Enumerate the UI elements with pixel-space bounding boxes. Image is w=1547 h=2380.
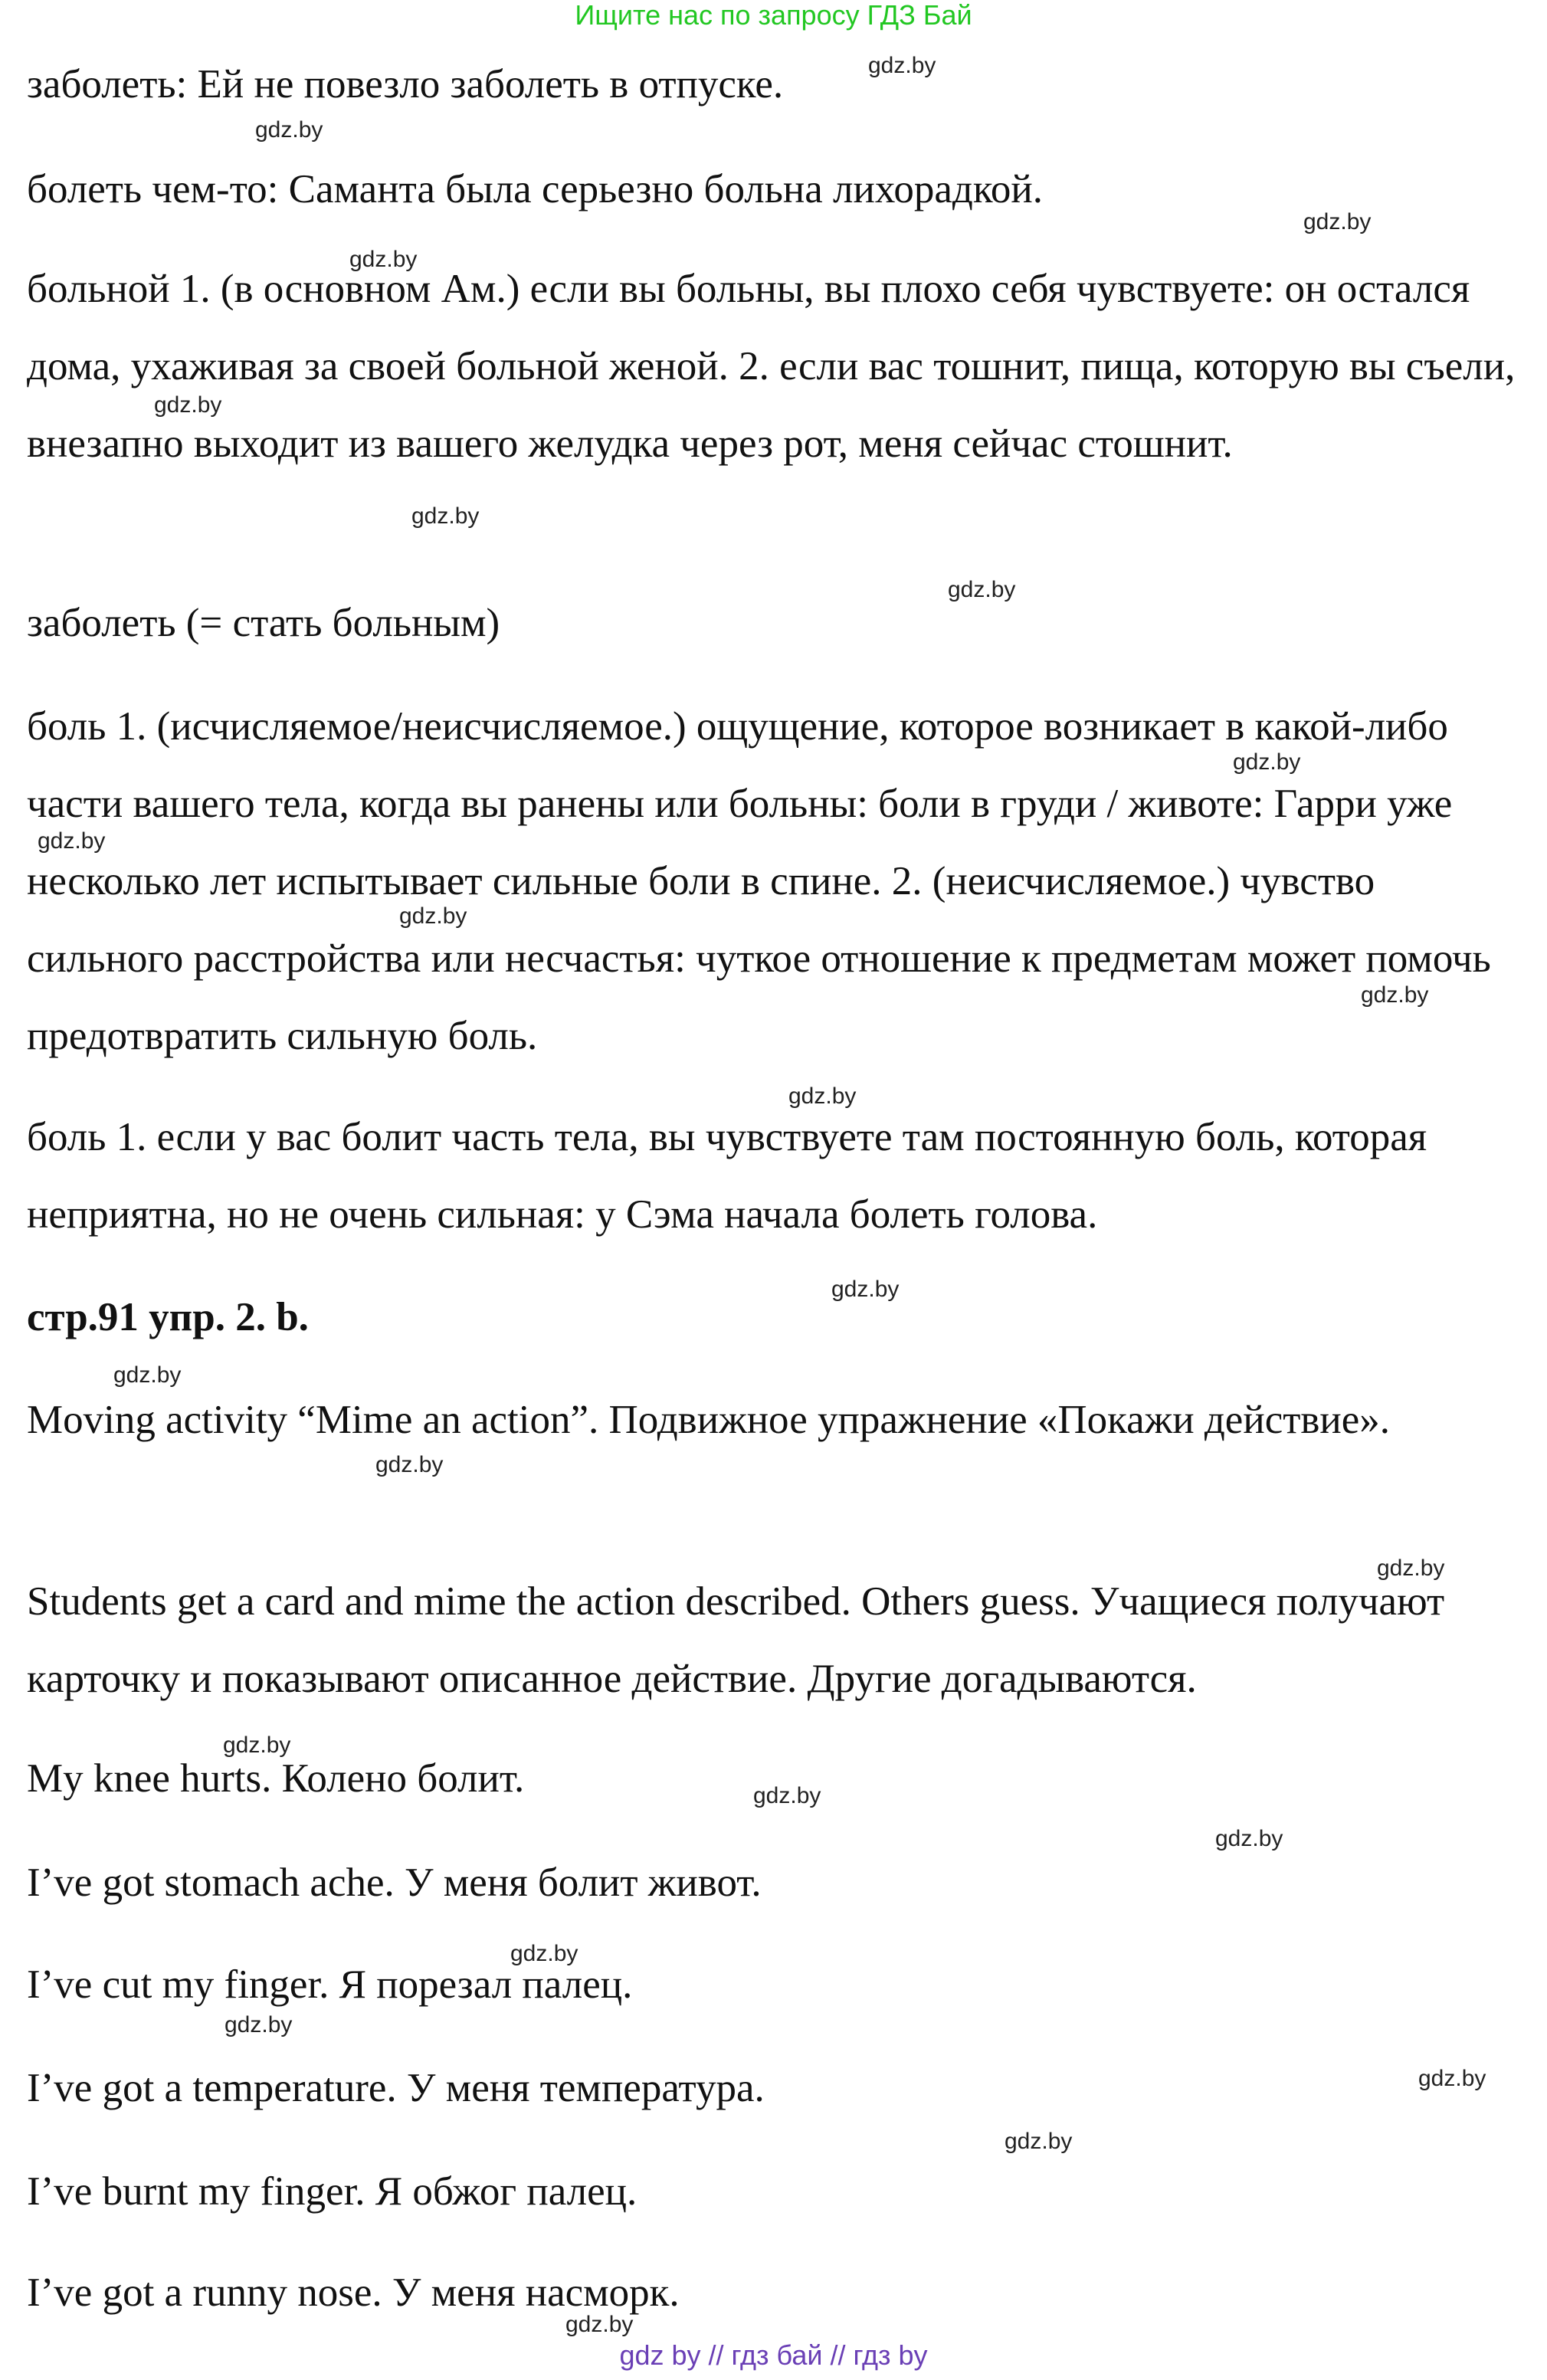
watermark-text: gdz.by [565, 2312, 634, 2337]
watermark-text: gdz.by [1005, 2129, 1073, 2154]
paragraph-bolet-chem-to: болеть чем-то: Саманта была серьезно больна лихорадкой. [27, 167, 1044, 211]
phrase-cut-finger: I’ve cut my finger. Я порезал палец. [27, 1962, 633, 2007]
paragraph-moving-activity: Moving activity “Mime an action”. Подвижное упражнение «Покажи действие». [27, 1398, 1391, 1442]
paragraph-students-card: Students get a card and mime the action described. Others guess. Учащиеся получают карточку и показывают описанное действие. Другие догадываются. [27, 1579, 1445, 1701]
phrase-stomach-ache: I’ve got stomach ache. У меня болит живот. [27, 1860, 762, 1905]
watermark-text: gdz.by [1377, 1556, 1445, 1581]
watermark-text: gdz.by [1303, 209, 1372, 234]
watermark-text: gdz.by [1418, 2066, 1486, 2091]
watermark-text: gdz.by [38, 828, 106, 854]
watermark-text: gdz.by [788, 1083, 857, 1109]
paragraph-zabolet: заболеть: Ей не повезло заболеть в отпуске. [27, 62, 784, 107]
watermark-text: gdz.by [411, 503, 480, 529]
watermark-text: gdz.by [753, 1783, 821, 1808]
watermark-text: gdz.by [349, 247, 418, 272]
watermark-text: gdz.by [375, 1452, 444, 1477]
watermark-text: gdz.by [1233, 749, 1301, 775]
site-footer-text: gdz by // гдз бай // гдз by [619, 2339, 928, 2371]
phrase-burnt-finger: I’ve burnt my finger. Я обжог палец. [27, 2169, 637, 2214]
watermark-text: gdz.by [399, 903, 467, 929]
watermark-text: gdz.by [223, 1733, 291, 1758]
watermark-text: gdz.by [255, 117, 323, 143]
site-header-text: Ищите нас по запросу ГДЗ Бай [575, 0, 972, 31]
watermark-text: gdz.by [113, 1362, 182, 1388]
watermark-text: gdz.by [831, 1277, 900, 1302]
watermark-text: gdz.by [1215, 1826, 1283, 1851]
paragraph-bol-1: боль 1. (исчисляемое/неисчисляемое.) ощущение, которое возникает в какой-либо части вашего тела, когда вы ранены или больны: боли в груди / животе: Гарри уже несколько лет испытывает сильные боли в спине. 2. (неисчисляемое.) чувство сильного расстройства или несчастья: чуткое отношение к предметам может помочь предотвратить сильную боль. [27, 704, 1491, 1058]
watermark-text: gdz.by [225, 2012, 293, 2037]
phrase-knee-hurts: My knee hurts. Колено болит. [27, 1756, 525, 1801]
watermark-text: gdz.by [868, 53, 936, 78]
section-heading: стр.91 упр. 2. b. [27, 1295, 309, 1339]
watermark-text: gdz.by [154, 392, 222, 418]
watermark-text: gdz.by [510, 1941, 578, 1966]
paragraph-bol-2: боль 1. если у вас болит часть тела, вы чувствуете там постоянную боль, которая неприятна, но не очень сильная: у Сэма начала болеть голова. [27, 1115, 1427, 1237]
paragraph-bolnoy: больной 1. (в основном Ам.) если вы больны, вы плохо себя чувствуете: он остался дома, ухаживая за своей больной женой. 2. если вас тошнит, пища, которую вы съели, внезапно выходит из вашего желудка через рот, меня сейчас стошнит. [27, 267, 1516, 466]
watermark-text: gdz.by [948, 577, 1016, 602]
phrase-temperature: I’ve got a temperature. У меня температура. [27, 2066, 765, 2110]
watermark-text: gdz.by [1361, 982, 1429, 1008]
paragraph-zabolet-stat-bolnym: заболеть (= стать больным) [27, 601, 500, 645]
phrase-runny-nose: I’ve got a runny nose. У меня насморк. [27, 2270, 680, 2315]
